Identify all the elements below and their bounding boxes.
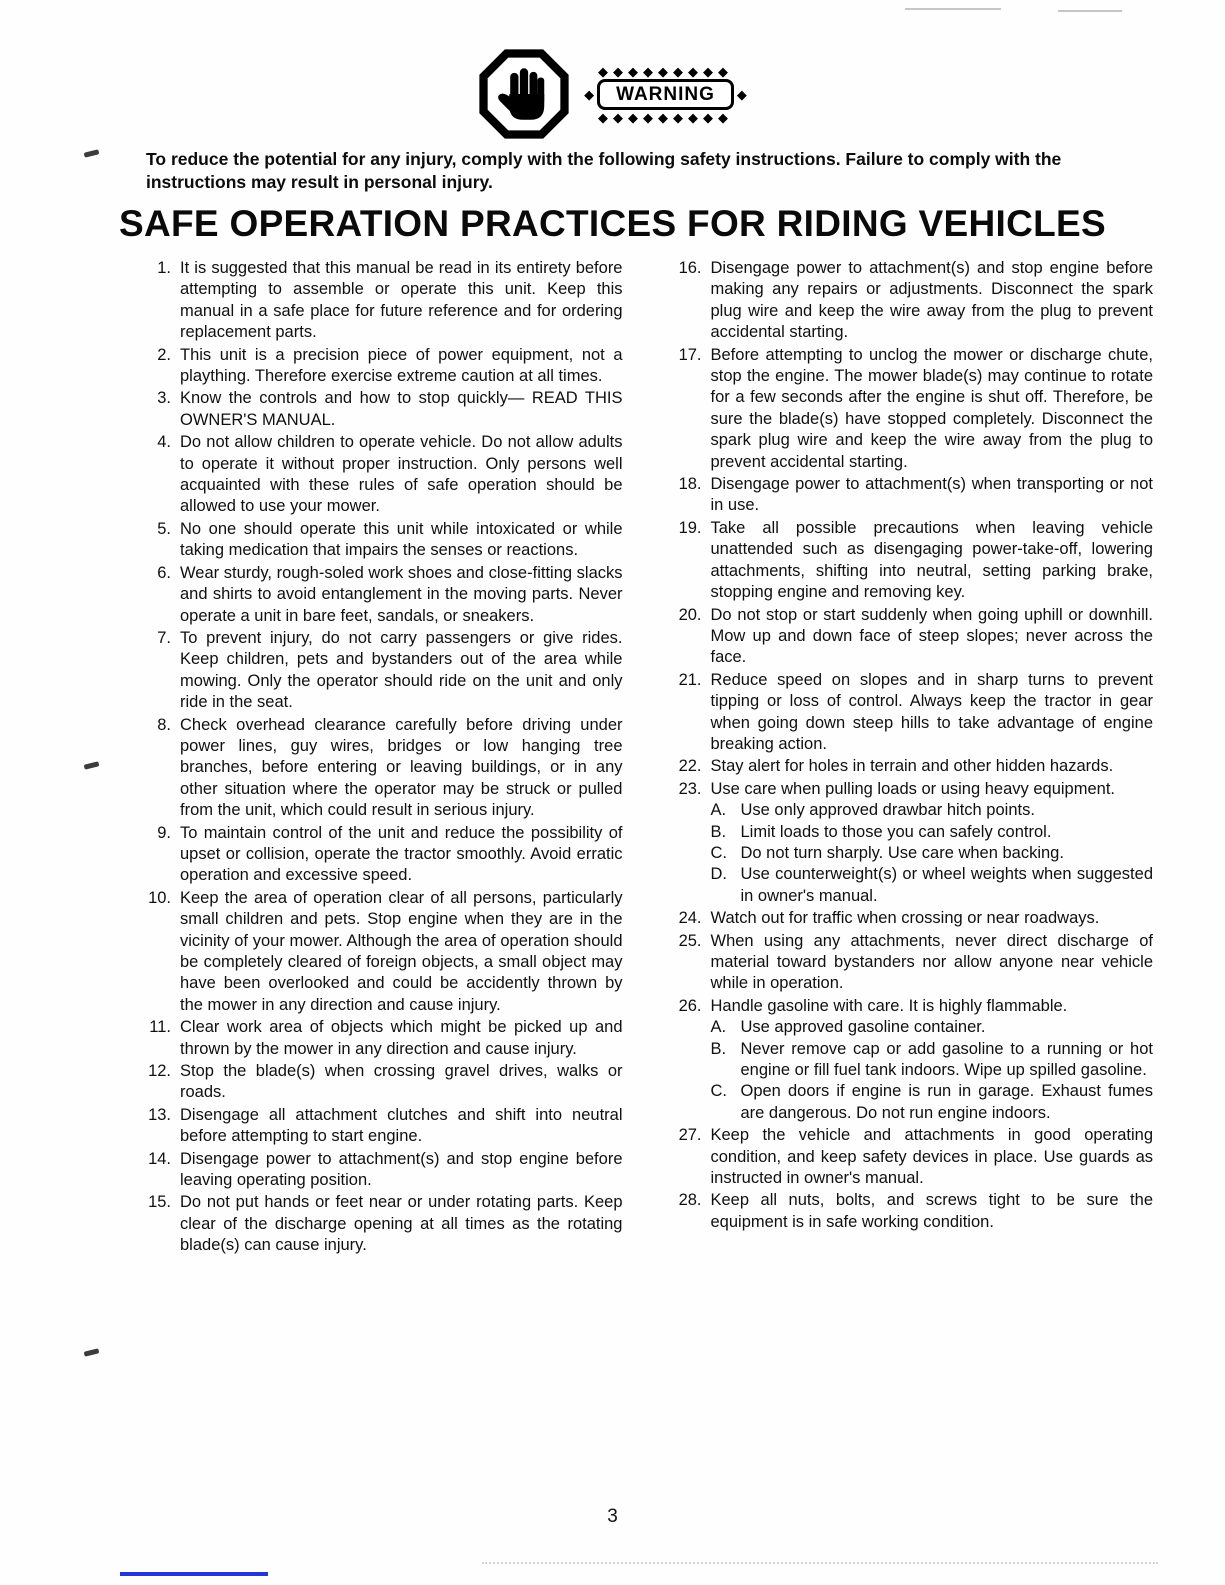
- bottom-blue-line: [120, 1572, 268, 1576]
- left-column: [146, 258, 623, 1258]
- item-body: [711, 908, 1154, 929]
- item-number: 5.: [157, 519, 171, 538]
- sub-item: [711, 800, 1154, 821]
- safety-item: [677, 258, 1154, 344]
- sub-item-text: Open doors if engine is run in garage. Exhaust fumes are dangerous. Do not run engine indoors.: [740, 1082, 1153, 1122]
- item-text: Disengage power to attachment(s) and stop engine before leaving operating position.: [180, 1149, 623, 1190]
- item-number: 9.: [157, 823, 171, 842]
- warning-badge: [584, 65, 747, 124]
- item-number: 13.: [148, 1105, 171, 1124]
- sub-item: [711, 864, 1154, 907]
- item-text: Do not allow children to operate vehicle. Do not allow adults to operate it without proper instruction. Only persons well acquainted with these rules of safe operation should be allowed to use your mower.: [180, 433, 623, 516]
- scan-artifact: [84, 149, 100, 157]
- safety-item: [146, 1192, 623, 1256]
- safety-item: [146, 888, 623, 1016]
- safety-item: [677, 1190, 1154, 1233]
- item-body: [180, 1017, 623, 1060]
- item-body: [180, 1061, 623, 1104]
- item-number: 24.: [678, 909, 702, 928]
- item-number: 15.: [148, 1193, 171, 1212]
- item-text: To prevent injury, do not carry passengers or give rides. Keep children, pets and bystanders out of the area while mowing. Only the operator should ride on the unit and only ride in the seat.: [180, 628, 623, 712]
- item-body: [711, 756, 1154, 777]
- safety-item: [677, 1125, 1154, 1189]
- item-text: Disengage power to attachment(s) when transporting or not in use.: [710, 475, 1153, 515]
- item-number: 4.: [157, 433, 171, 452]
- item-body: [711, 605, 1154, 669]
- item-body: [711, 518, 1154, 604]
- item-body: [180, 432, 623, 518]
- stop-hand-graphic: [478, 48, 570, 140]
- safety-item: [146, 823, 623, 887]
- item-text: It is suggested that this manual be read in its entirety before attempting to assemble or operate this unit. Keep this manual in a safe place for future reference and for ordering replacement parts.: [180, 259, 623, 342]
- sub-item-letter: C.: [710, 1082, 727, 1101]
- scan-artifact: [84, 1348, 100, 1356]
- item-body: [711, 474, 1154, 517]
- item-body: [711, 1190, 1154, 1233]
- sub-item: [711, 1017, 1154, 1038]
- badge-middle-row: [584, 79, 747, 110]
- item-body: [180, 1105, 623, 1148]
- safety-item: [146, 345, 623, 388]
- item-number: 6.: [157, 563, 171, 582]
- sub-item-letter: B.: [710, 1039, 727, 1058]
- sub-item-text: Use counterweight(s) or wheel weights when suggested in owner's manual.: [740, 865, 1153, 905]
- safety-item: [677, 605, 1154, 669]
- item-text: Clear work area of objects which might be picked up and thrown by the mower in any direction and cause injury.: [180, 1018, 623, 1058]
- item-number: 16.: [678, 259, 702, 277]
- safety-item: [146, 563, 623, 627]
- item-text: To maintain control of the unit and reduce the possibility of upset or collision, operate the tractor smoothly. Avoid erratic operation and excessive speed.: [180, 823, 623, 885]
- sub-item-letter: A.: [710, 1018, 727, 1037]
- safety-item: [677, 670, 1154, 756]
- item-body: [180, 258, 623, 344]
- intro-text: To reduce the potential for any injury, comply with the following safety instructions. Failure to comply with the instructions may result in personal injury.: [146, 149, 1062, 192]
- safety-item: [146, 258, 623, 344]
- item-text: Keep the area of operation clear of all persons, particularly small children and pets. Stop engine when they are in the vicinity of your mower. Although the area of operation should be completely cleared of foreign objects, a small object may have been overlooked and could be accidently thrown by the mower in any direction and cause injury.: [180, 888, 623, 1014]
- scan-artifact: [905, 8, 1001, 10]
- item-text: This unit is a precision piece of power equipment, not a plaything. Therefore exercise extreme caution at all times.: [180, 345, 623, 386]
- item-text: Disengage power to attachment(s) and stop engine before making any repairs or adjustments. Disconnect the spark plug wire and keep the wire away from the plug to prevent accidental starting.: [710, 259, 1153, 342]
- sub-item-letter: A.: [710, 801, 727, 820]
- item-text: Disengage all attachment clutches and shift into neutral before attempting to start engine.: [180, 1105, 623, 1146]
- sub-item-text: Never remove cap or add gasoline to a running or hot engine or fill fuel tank indoors. Wipe up spilled gasoline.: [740, 1039, 1153, 1080]
- safety-item: [677, 756, 1154, 777]
- sub-item-letter: C.: [710, 843, 727, 862]
- item-text: Use care when pulling loads or using heavy equipment.: [710, 779, 1115, 798]
- sub-item-letter: B.: [710, 822, 727, 841]
- safety-item: [146, 1017, 623, 1060]
- page-title: SAFE OPERATION PRACTICES FOR RIDING VEHICLES: [119, 203, 1106, 244]
- item-number: 2.: [157, 345, 171, 364]
- safety-item: [677, 931, 1154, 995]
- sub-item-letter: D.: [710, 865, 727, 884]
- safety-item: [146, 715, 623, 822]
- badge-border-bottom-icon: ◆◆◆◆◆◆◆◆◆: [598, 109, 733, 125]
- item-text: When using any attachments, never direct discharge of material toward bystanders nor allow anyone near vehicle while in operation.: [710, 931, 1153, 993]
- sub-item: [711, 1039, 1154, 1082]
- sub-item-text: Use only approved drawbar hitch points.: [740, 801, 1035, 820]
- item-body: [180, 628, 623, 714]
- item-text: Wear sturdy, rough-soled work shoes and close-fitting slacks and shirts to avoid entanglement in the moving parts. Never operate a unit in bare feet, sandals, or sneakers.: [180, 563, 623, 625]
- item-body: [180, 715, 623, 822]
- item-number: 3.: [157, 389, 171, 408]
- item-number: 25.: [678, 931, 702, 950]
- item-number: 27.: [678, 1126, 702, 1145]
- safety-item: [677, 908, 1154, 929]
- page-number: 3: [607, 1506, 618, 1527]
- item-number: 8.: [157, 715, 171, 734]
- safety-item: [677, 518, 1154, 604]
- safety-item: [677, 779, 1154, 907]
- badge-border-top-icon: ◆◆◆◆◆◆◆◆◆: [598, 63, 733, 79]
- item-number: 14.: [148, 1149, 171, 1168]
- item-text: Stay alert for holes in terrain and other hidden hazards.: [710, 757, 1114, 776]
- safety-item: [677, 345, 1154, 473]
- item-body: [180, 388, 623, 431]
- item-text: Keep all nuts, bolts, and screws tight to be sure the equipment is in safe working condition.: [710, 1191, 1153, 1231]
- badge-border-right-icon: ◆: [736, 86, 747, 102]
- stop-hand-icon: [478, 48, 570, 140]
- sub-item-text: Use approved gasoline container.: [740, 1018, 986, 1037]
- item-number: 21.: [678, 670, 702, 689]
- sub-item: [711, 1081, 1154, 1124]
- safety-item: [146, 432, 623, 518]
- warning-label: WARNING: [597, 79, 734, 110]
- item-number: 22.: [678, 757, 702, 776]
- item-body: [180, 519, 623, 562]
- safety-item: [146, 1149, 623, 1192]
- item-number: 26.: [678, 996, 702, 1015]
- safety-item: [146, 1061, 623, 1104]
- badge-border-left-icon: ◆: [584, 86, 595, 102]
- item-body: [711, 779, 1154, 907]
- item-text: Watch out for traffic when crossing or near roadways.: [710, 909, 1100, 928]
- item-text: Know the controls and how to stop quickly— READ THIS OWNER'S MANUAL.: [180, 389, 623, 429]
- safety-item: [146, 388, 623, 431]
- item-body: [711, 258, 1154, 344]
- right-column: [677, 258, 1154, 1258]
- item-number: 17.: [678, 345, 702, 364]
- item-body: [711, 1125, 1154, 1189]
- item-body: [180, 345, 623, 388]
- item-number: 7.: [157, 628, 171, 647]
- item-body: [711, 996, 1154, 1124]
- item-body: [180, 563, 623, 627]
- item-text: Check overhead clearance carefully before driving under power lines, guy wires, bridges or low hanging tree branches, before entering or leaving buildings, or in any other situation where the operator may be struck or pulled from the unit, which could result in serious injury.: [180, 715, 623, 820]
- safety-item: [146, 519, 623, 562]
- safety-item: [146, 1105, 623, 1148]
- item-text: Keep the vehicle and attachments in good operating condition, and keep safety devices in place. Use guards as instructed in owner's manual.: [710, 1126, 1153, 1188]
- page-header: [0, 0, 1225, 140]
- item-number: 11.: [149, 1018, 171, 1037]
- item-body: [180, 823, 623, 887]
- scan-artifact: [482, 1562, 1158, 1564]
- item-body: [180, 888, 623, 1016]
- item-text: Handle gasoline with care. It is highly flammable.: [710, 996, 1068, 1015]
- item-body: [711, 670, 1154, 756]
- item-number: 18.: [678, 475, 702, 494]
- item-number: 19.: [678, 518, 702, 537]
- item-number: 10.: [148, 888, 171, 907]
- item-text: Take all possible precautions when leaving vehicle unattended such as disengaging power-take-off, lowering attachments, shifting into neutral, setting parking brake, stopping engine and removing key.: [710, 518, 1153, 602]
- sub-item: [711, 822, 1154, 843]
- safety-columns: [0, 245, 1225, 1258]
- item-number: 1.: [157, 259, 171, 277]
- scan-artifact: [1058, 10, 1122, 12]
- safety-item: [146, 628, 623, 714]
- item-body: [711, 931, 1154, 995]
- sub-item: [711, 843, 1154, 864]
- item-text: Do not put hands or feet near or under rotating parts. Keep clear of the discharge opening at all times as the rotating blade(s) can cause injury.: [180, 1193, 623, 1255]
- item-body: [180, 1192, 623, 1256]
- item-text: Do not stop or start suddenly when going uphill or downhill. Mow up and down face of steep slopes; never across the face.: [710, 605, 1153, 667]
- item-number: 12.: [148, 1062, 171, 1081]
- safety-item: [677, 474, 1154, 517]
- sub-item-text: Do not turn sharply. Use care when backing.: [740, 843, 1064, 862]
- item-body: [711, 345, 1154, 473]
- sub-item-text: Limit loads to those you can safely control.: [740, 822, 1052, 841]
- item-text: Reduce speed on slopes and in sharp turns to prevent tipping or loss of control. Always keep the tractor in gear when going down steep hills to take advantage of engine breaking action.: [710, 670, 1153, 753]
- item-text: Stop the blade(s) when crossing gravel drives, walks or roads.: [180, 1062, 623, 1102]
- item-number: 28.: [678, 1191, 702, 1210]
- item-number: 20.: [678, 605, 702, 624]
- item-number: 23.: [678, 779, 702, 798]
- item-body: [180, 1149, 623, 1192]
- safety-item: [677, 996, 1154, 1124]
- item-text: No one should operate this unit while intoxicated or while taking medication that impairs the senses or reactions.: [180, 519, 623, 560]
- item-text: Before attempting to unclog the mower or discharge chute, stop the engine. The mower blade(s) may continue to rotate for a few seconds after the engine is shut off. Therefore, be sure the blade(s) have stopped completely. Disconnect the spark plug wire and keep the wire away from the plug to prevent accidental starting.: [710, 345, 1153, 471]
